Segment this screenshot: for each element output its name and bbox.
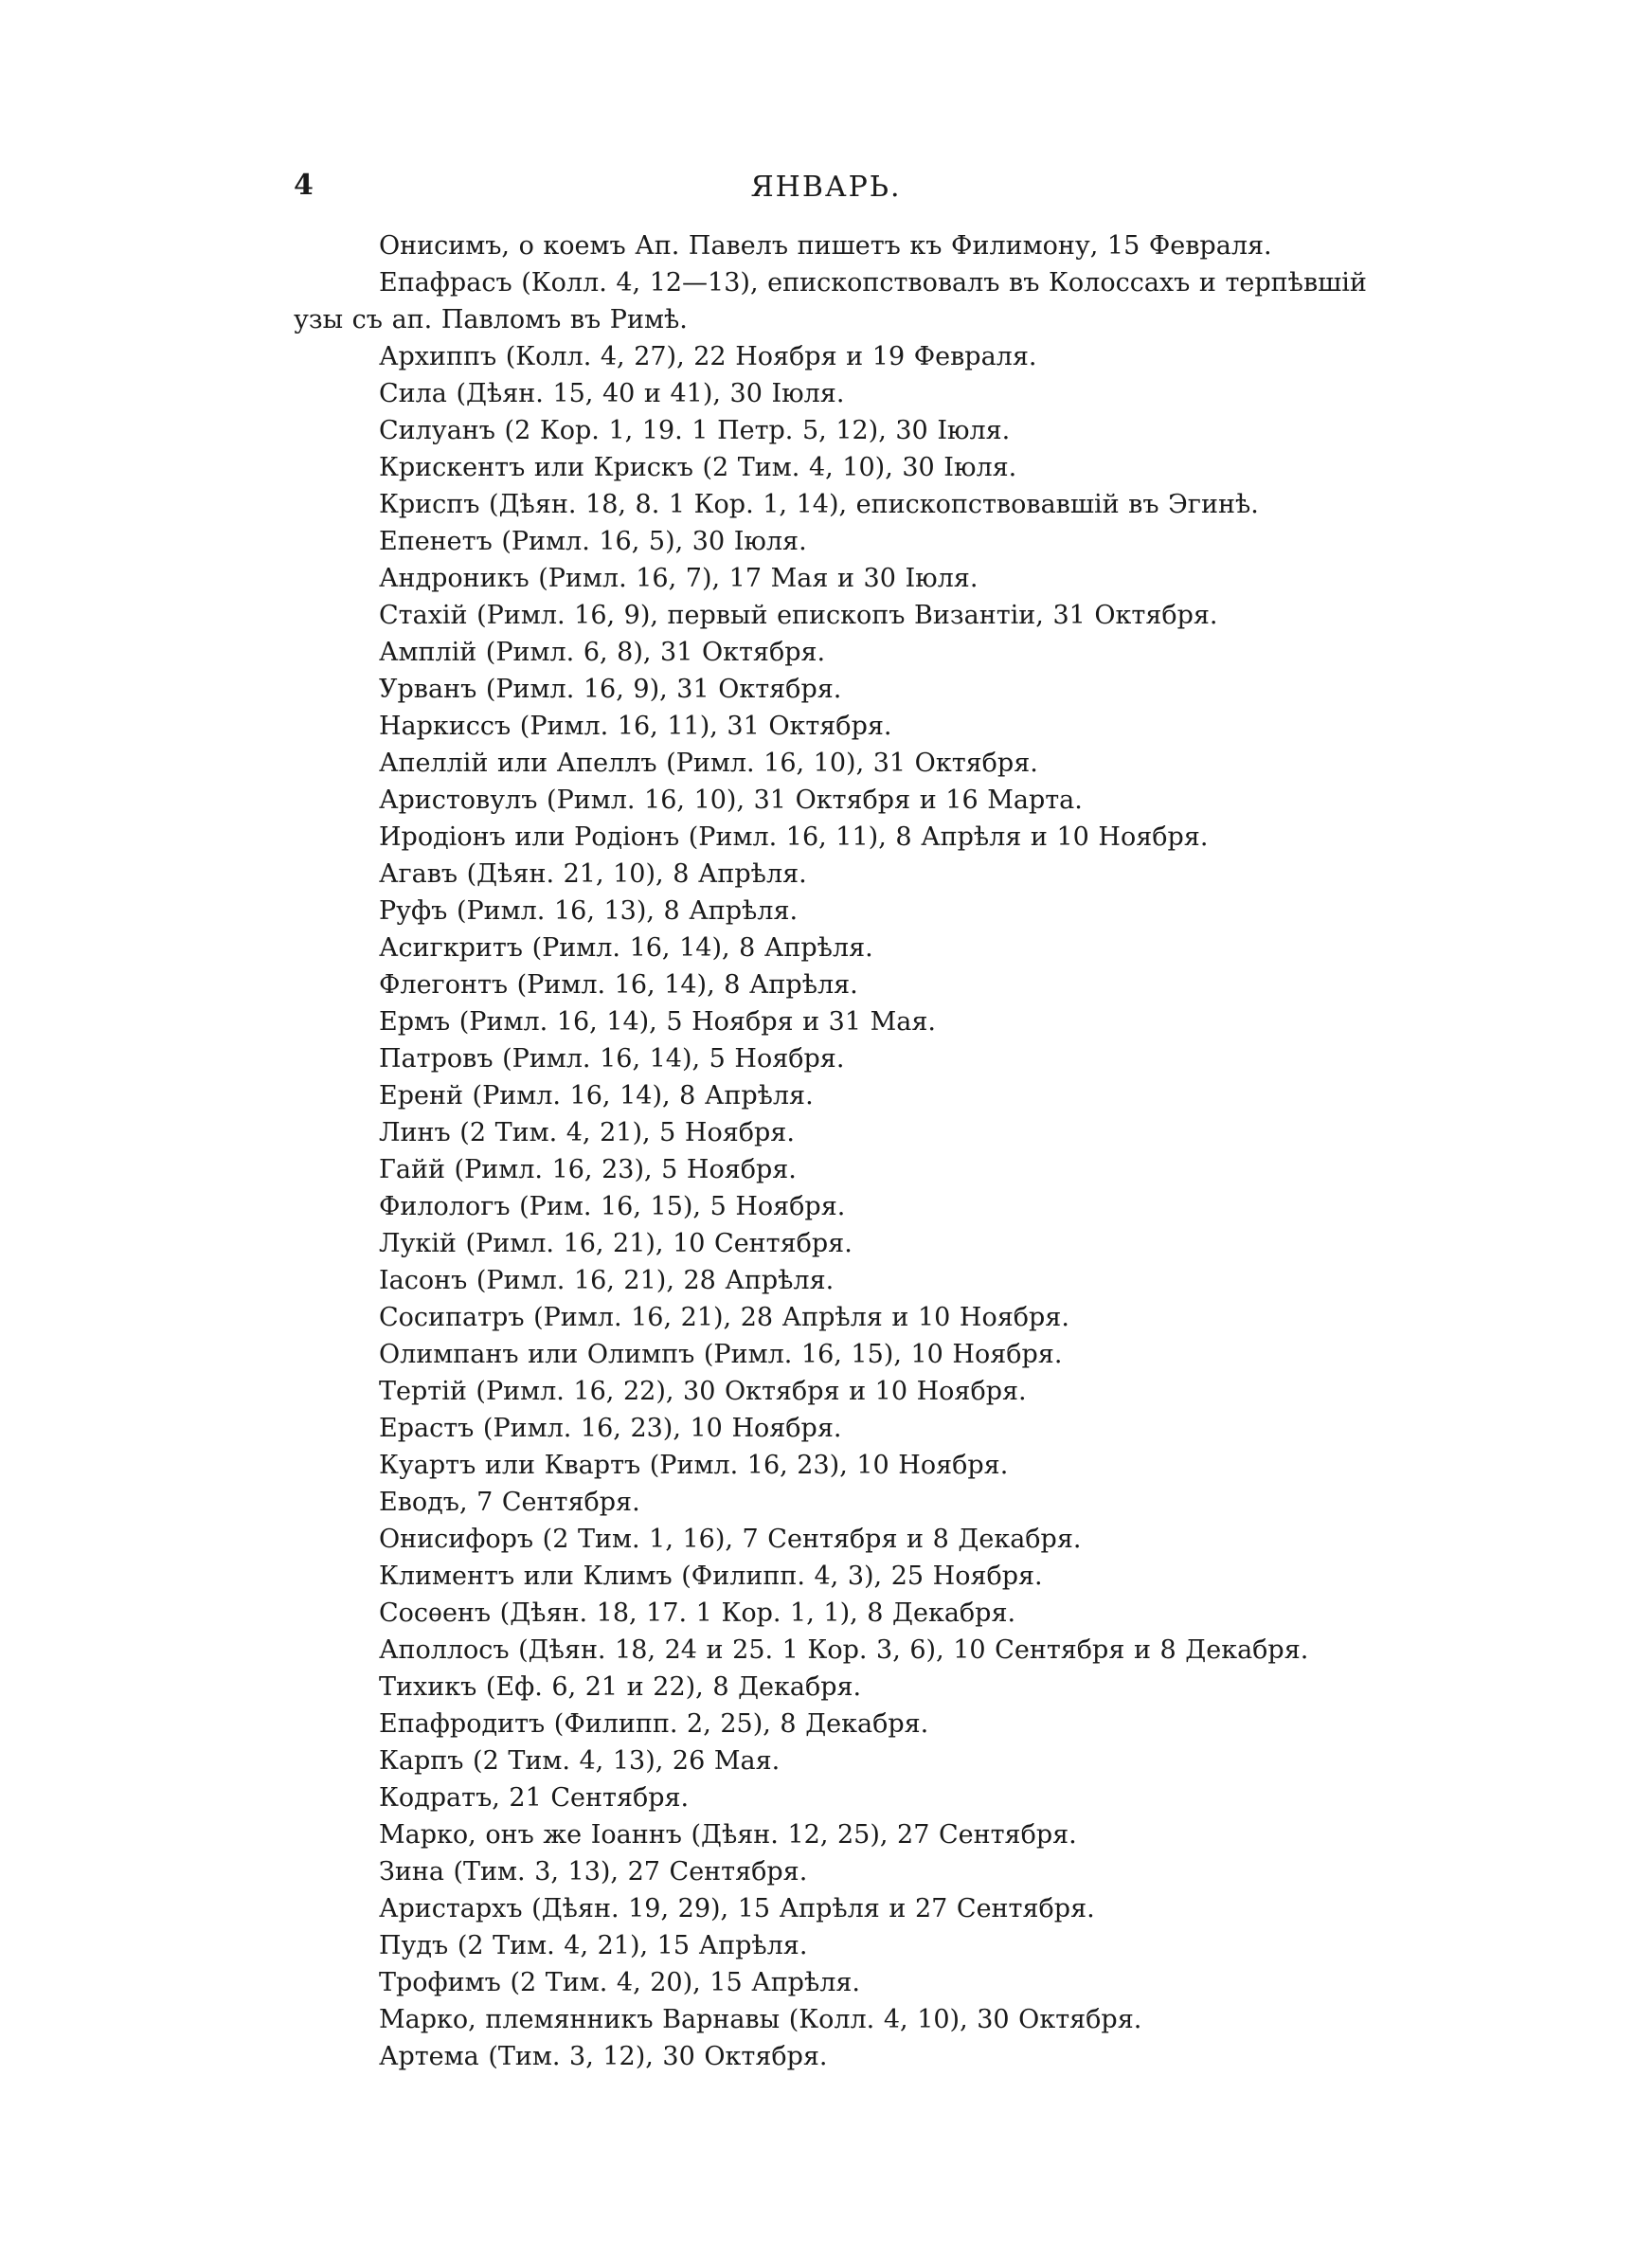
list-item: Ерастъ (Римл. 16, 23), 10 Ноября. (379, 1414, 842, 1443)
list-item: Куартъ или Квартъ (Римл. 16, 23), 10 Ноября. (379, 1451, 1009, 1480)
list-item: Архиппъ (Колл. 4, 27), 22 Ноября и 19 Февраля. (379, 342, 1037, 371)
list-item: Амплій (Римл. 6, 8), 31 Октября. (379, 638, 826, 667)
list-item: Сила (Дѣян. 15, 40 и 41), 30 Іюля. (379, 379, 845, 408)
list-item: Епенетъ (Римл. 16, 5), 30 Іюля. (379, 527, 807, 556)
list-item: Аристовулъ (Римл. 16, 10), 31 Октября и 16 Марта. (379, 785, 1083, 815)
page-number: 4 (294, 169, 314, 202)
list-item: Онисимъ, о коемъ Ап. Павелъ пишетъ къ Филимону, 15 Февраля. (379, 231, 1272, 261)
list-item: Зина (Тим. 3, 13), 27 Сентября. (379, 1857, 808, 1887)
list-item: Климентъ или Климъ (Филипп. 4, 3), 25 Ноября. (379, 1562, 1043, 1591)
list-item: Марко, племянникъ Варнавы (Колл. 4, 10), 30 Октября. (379, 2005, 1142, 2034)
list-item: Еренй (Римл. 16, 14), 8 Апрѣля. (379, 1081, 814, 1110)
list-item: Гайй (Римл. 16, 23), 5 Ноября. (379, 1155, 797, 1184)
list-item: Ермъ (Римл. 16, 14), 5 Ноября и 31 Мая. (379, 1007, 936, 1037)
list-item: Онисифоръ (2 Тим. 1, 16), 7 Сентября и 8 Декабря. (379, 1525, 1082, 1554)
list-item: Карпъ (2 Тим. 4, 13), 26 Мая. (379, 1746, 781, 1776)
list-item: Артема (Тим. 3, 12), 30 Октября. (379, 2042, 828, 2071)
list-item: Епафрасъ (Колл. 4, 12—13), епископствовалъ въ Колоссахъ и терпѣвшій узы съ ап. Павломъ въ Римѣ. (294, 268, 1367, 334)
list-item: Кодратъ, 21 Сентября. (379, 1783, 690, 1813)
list-item: Епафродитъ (Филипп. 2, 25), 8 Декабря. (379, 1709, 929, 1739)
list-item: Аполлосъ (Дѣян. 18, 24 и 25. 1 Кор. 3, 6), 10 Сентября и 8 Декабря. (379, 1635, 1309, 1665)
list-item: Силуанъ (2 Кор. 1, 19. 1 Петр. 5, 12), 30 Іюля. (379, 416, 1011, 445)
list-item: Іасонъ (Римл. 16, 21), 28 Апрѣля. (379, 1266, 835, 1295)
list-item: Андроникъ (Римл. 16, 7), 17 Мая и 30 Іюля. (379, 564, 979, 593)
list-item: Трофимъ (2 Тим. 4, 20), 15 Апрѣля. (379, 1968, 861, 1997)
list-item: Линъ (2 Тим. 4, 21), 5 Ноября. (379, 1118, 795, 1147)
list-item: Тертій (Римл. 16, 22), 30 Октября и 10 Ноября. (379, 1377, 1027, 1406)
list-item: Крискентъ или Крискъ (2 Тим. 4, 10), 30 Іюля. (379, 453, 1017, 482)
list-item: Стахій (Римл. 16, 9), первый епископъ Византіи, 31 Октября. (379, 601, 1218, 630)
list-item: Филологъ (Рим. 16, 15), 5 Ноября. (379, 1192, 846, 1221)
list-item: Криспъ (Дѣян. 18, 8. 1 Кор. 1, 14), епископствовавшій въ Эгинѣ. (379, 490, 1259, 519)
list-item: Апеллій или Апеллъ (Римл. 16, 10), 31 Октября. (379, 749, 1038, 778)
apostle-list (294, 227, 1383, 2075)
list-item: Пудъ (2 Тим. 4, 21), 15 Апрѣля. (379, 1931, 808, 1960)
list-item: Олимпанъ или Олимпъ (Римл. 16, 15), 10 Ноября. (379, 1340, 1063, 1369)
list-item: Иродіонъ или Родіонъ (Римл. 16, 11), 8 Апрѣля и 10 Ноября. (379, 822, 1209, 852)
list-item: Тихикъ (Еф. 6, 21 и 22), 8 Декабря. (379, 1672, 862, 1702)
list-item: Урванъ (Римл. 16, 9), 31 Октября. (379, 675, 842, 704)
list-item: Наркиссъ (Римл. 16, 11), 31 Октября. (379, 712, 892, 741)
list-item: Лукій (Римл. 16, 21), 10 Сентября. (379, 1229, 853, 1258)
list-item: Руфъ (Римл. 16, 13), 8 Апрѣля. (379, 896, 799, 926)
running-head: ЯНВАРЬ. (750, 171, 902, 204)
list-item: Флегонтъ (Римл. 16, 14), 8 Апрѣля. (379, 970, 858, 1000)
list-item: Патровъ (Римл. 16, 14), 5 Ноября. (379, 1044, 845, 1074)
list-item: Сосѳенъ (Дѣян. 18, 17. 1 Кор. 1, 1), 8 Декабря. (379, 1598, 1016, 1628)
list-item: Аристархъ (Дѣян. 19, 29), 15 Апрѣля и 27 Сентября. (379, 1894, 1095, 1923)
list-item: Марко, онъ же Іоаннъ (Дѣян. 12, 25), 27 Сентября. (379, 1820, 1077, 1850)
list-item: Сосипатръ (Римл. 16, 21), 28 Апрѣля и 10 Ноября. (379, 1303, 1069, 1332)
list-item: Асигкритъ (Римл. 16, 14), 8 Апрѣля. (379, 933, 873, 963)
list-item: Еводъ, 7 Сентября. (379, 1488, 640, 1517)
list-item: Агавъ (Дѣян. 21, 10), 8 Апрѣля. (379, 859, 807, 889)
